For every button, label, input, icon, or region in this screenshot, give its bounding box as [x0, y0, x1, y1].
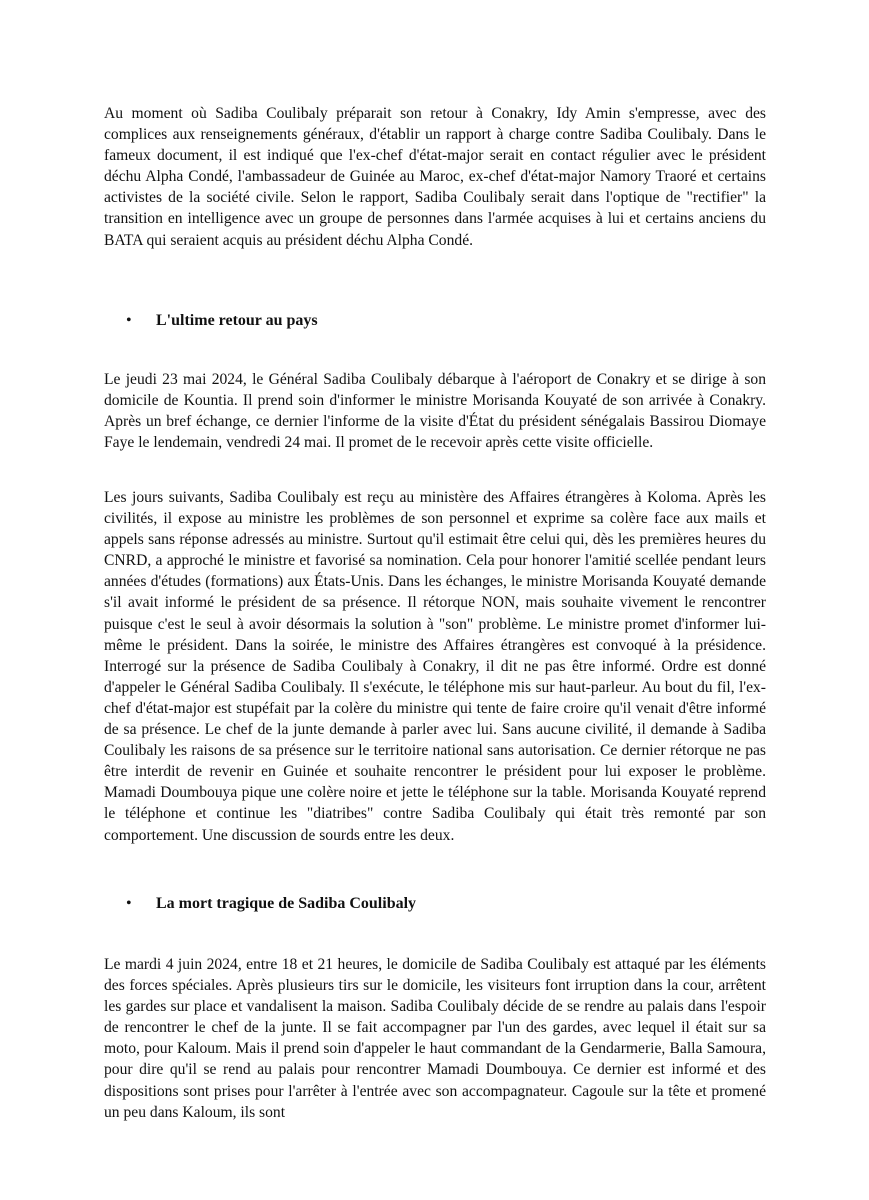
section-title: L'ultime retour au pays: [156, 312, 318, 329]
section-1-paragraph-1: Le jeudi 23 mai 2024, le Général Sadiba Coulibaly débarque à l'aéroport de Conakry et se dirige à son domicile de Kountia. Il prend soin d'informer le ministre Morisanda Kouyaté de son arrivée à Conakry. Après un bref échange, ce dernier l'informe de la visite d'État du président sénégalais Bassirou Diomaye Faye le lendemain, vendredi 24 mai. Il promet de le recevoir après cette visite officielle.: [104, 371, 766, 452]
section-title: La mort tragique de Sadiba Coulibaly: [156, 895, 417, 912]
section-2-paragraph-1: Le mardi 4 juin 2024, entre 18 et 21 heures, le domicile de Sadiba Coulibaly est attaqué par les éléments des forces spéciales. Après plusieurs tirs sur le domicile, les visiteurs font irruption dans la cour, arrêtent les gardes sur place et vandalisent la maison. Sadiba Coulibaly décide de se rendre au palais dans l'espoir de rencontrer le chef de la junte. Il se fait accompagner par l'un des gardes, avec lequel il était sur sa moto, pour Kaloum. Mais il prend soin d'appeler le haut commandant de la Gendarmerie, Balla Samoura, pour dire qu'il se rend au palais pour rencontrer Mamadi Doumbouya. Ce dernier est informé et des dispositions sont prises pour l'arrêter à l'entrée avec son accompagnateur. Cagoule sur la tête et promené un peu dans Kaloum, ils sont: [104, 956, 766, 1121]
section-1-paragraph-2: Les jours suivants, Sadiba Coulibaly est reçu au ministère des Affaires étrangères à Koloma. Après les civilités, il expose au ministre les problèmes de son personnel et exprime sa colère face aux mails et appels sans réponse adressés au ministre. Surtout qu'il estimait être celui qui, dès les premières heures du CNRD, a approché le ministre et favorisé sa nomination. Cela pour honorer l'amitié scellée pendant leurs années d'études (formations) aux États-Unis. Dans les échanges, le ministre Morisanda Kouyaté demande s'il avait informé le président de sa présence. Il rétorque NON, mais souhaite vivement le rencontrer puisque c'est le seul à avoir désormais la solution à "son" problème. Le ministre promet d'informer lui-même le président. Dans la soirée, le ministre des Affaires étrangères est convoqué à la présidence. Interrogé sur la présence de Sadiba Coulibaly à Conakry, il dit ne pas être informé. Ordre est donné d'appeler le Général Sadiba Coulibaly. Il s'exécute, le téléphone mis sur haut-parleur. Au bout du fil, l'ex-chef d'état-major est stupéfait par la colère du ministre qui tente de faire croire qu'il venait d'être informé de sa présence. Le chef de la junte demande à parler avec lui. Sans aucune civilité, il demande à Sadiba Coulibaly les raisons de sa présence sur le territoire national sans autorisation. Ce dernier rétorque ne pas être interdit de revenir en Guinée et souhaite rencontrer le président pour lui exposer le problème. Mamadi Doumbouya pique une colère noire et jette le téléphone sur la table. Morisanda Kouyaté reprend le téléphone et continue les "diatribes" contre Sadiba Coulibaly qui était très remonté par son comportement. Une discussion de sourds entre les deux.: [104, 489, 766, 844]
section-heading-mort-tragique: [126, 893, 416, 915]
section-heading-ultime-retour: [126, 310, 318, 332]
bullet-icon: •: [126, 312, 132, 329]
bullet-icon: •: [126, 895, 132, 912]
intro-paragraph: Au moment où Sadiba Coulibaly préparait son retour à Conakry, Idy Amin s'empresse, avec des complices aux renseignements généraux, d'établir un rapport à charge contre Sadiba Coulibaly. Dans le fameux document, il est indiqué que l'ex-chef d'état-major serait en contact régulier avec le président déchu Alpha Condé, l'ambassadeur de Guinée au Maroc, ex-chef d'état-major Namory Traoré et certains activistes de la société civile. Selon le rapport, Sadiba Coulibaly serait dans l'optique de "rectifier" la transition en intelligence avec un groupe de personnes dans l'armée acquises à lui et certains anciens du BATA qui seraient acquis au président déchu Alpha Condé.: [104, 105, 766, 249]
